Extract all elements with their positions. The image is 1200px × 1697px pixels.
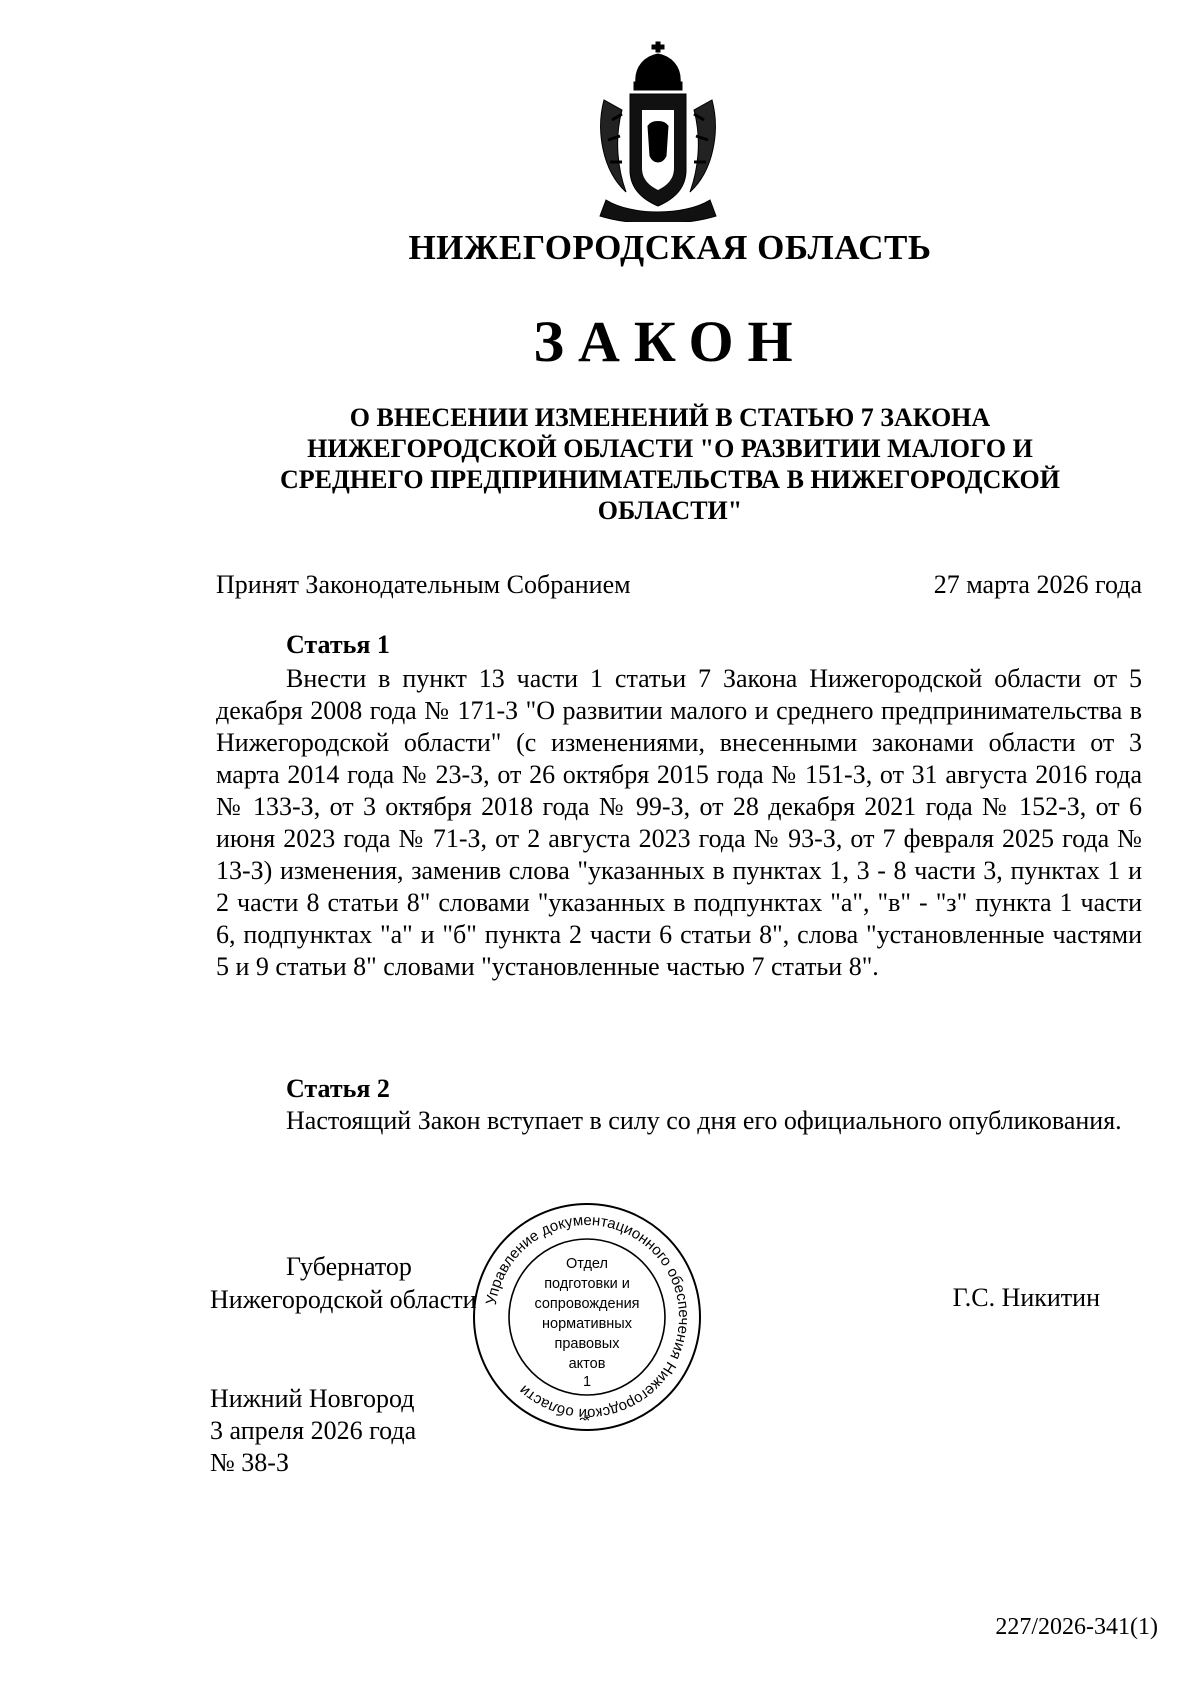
stamp-center-line: 1 xyxy=(582,1374,592,1390)
stamp-star-icon: * xyxy=(583,1413,591,1430)
document-type-heading: ЗАКОН xyxy=(533,309,807,374)
law-title xyxy=(230,402,1110,526)
governor-name: Г.С. Никитин xyxy=(952,1283,1100,1312)
law-title-line: СРЕДНЕГО ПРЕДПРИНИМАТЕЛЬСТВА В НИЖЕГОРОДСКОЙ xyxy=(280,465,1060,494)
law-title-line: НИЖЕГОРОДСКОЙ ОБЛАСТИ "О РАЗВИТИИ МАЛОГО И xyxy=(307,434,1033,463)
stamp-center-line: правовых xyxy=(554,1336,620,1352)
governor-title xyxy=(210,1250,477,1316)
stamp-center-line: сопровождения xyxy=(534,1296,640,1312)
signing-date: 3 апреля 2026 года xyxy=(210,1416,417,1445)
law-title-line: О ВНЕСЕНИИ ИЗМЕНЕНИЙ В СТАТЬЮ 7 ЗАКОНА xyxy=(349,403,991,432)
adopted-date: 27 марта 2026 года xyxy=(933,570,1142,599)
stamp-ring-text: Управление документационного обеспечения Нижегородской области xyxy=(482,1211,693,1423)
stamp-center-line: актов xyxy=(568,1356,606,1372)
governor-title-line: Губернатор xyxy=(286,1252,412,1281)
stamp-center-line: Отдел xyxy=(566,1256,608,1272)
article-2-heading: Статья 2 xyxy=(286,1074,390,1103)
article-2-text: Настоящий Закон вступает в силу со дня его официального опубликования. xyxy=(286,1106,1122,1135)
city: Нижний Новгород xyxy=(210,1384,415,1413)
official-stamp xyxy=(470,1200,704,1434)
stamp-center-line: подготовки и xyxy=(544,1276,630,1292)
article-1-heading: Статья 1 xyxy=(286,630,390,659)
governor-title-line: Нижегородской области xyxy=(210,1285,477,1314)
stamp-center-line: нормативных xyxy=(542,1316,632,1332)
place-and-date-block xyxy=(210,1383,416,1479)
law-title-line: ОБЛАСТИ" xyxy=(597,496,743,525)
coat-of-arms-icon xyxy=(592,40,752,222)
article-1-text: Внести в пункт 13 части 1 статьи 7 Закона Нижегородской области от 5 декабря 2008 года № 171-З "О развитии малого и среднего предпринимательства в Нижегородской области" (с изменениями, внесенными законами области от 3 марта 2014 года № 23-З, от 26 октября 2015 года № 151-З, от 31 августа 2016 года № 133-З, от 3 октября 2018 года № 99-З, от 28 декабря 2021 года № 152-З, от 6 июня 2023 года № 71-З, от 2 августа 2023 года № 93-З, от 7 февраля 2025 года № 13-З) изменения, заменив слова "указанных в пунктах 1, 3 - 8 части 3, пунктах 1 и 2 части 8 статьи 8" словами "указанных в подпунктах "а", "в" - "з" пункта 1 части 6, подпунктах "а" и "б" пункта 2 части 6 статьи 8", слова "установленные частями 5 и 9 статьи 8" словами "установленные частью 7 статьи 8". xyxy=(216,664,1142,981)
law-number: № 38-З xyxy=(210,1448,289,1477)
document-code: 227/2026-341(1) xyxy=(995,1614,1158,1640)
adopted-by-text: Принят Законодательным Собранием xyxy=(216,570,631,599)
region-heading: НИЖЕГОРОДСКАЯ ОБЛАСТЬ xyxy=(408,228,932,267)
